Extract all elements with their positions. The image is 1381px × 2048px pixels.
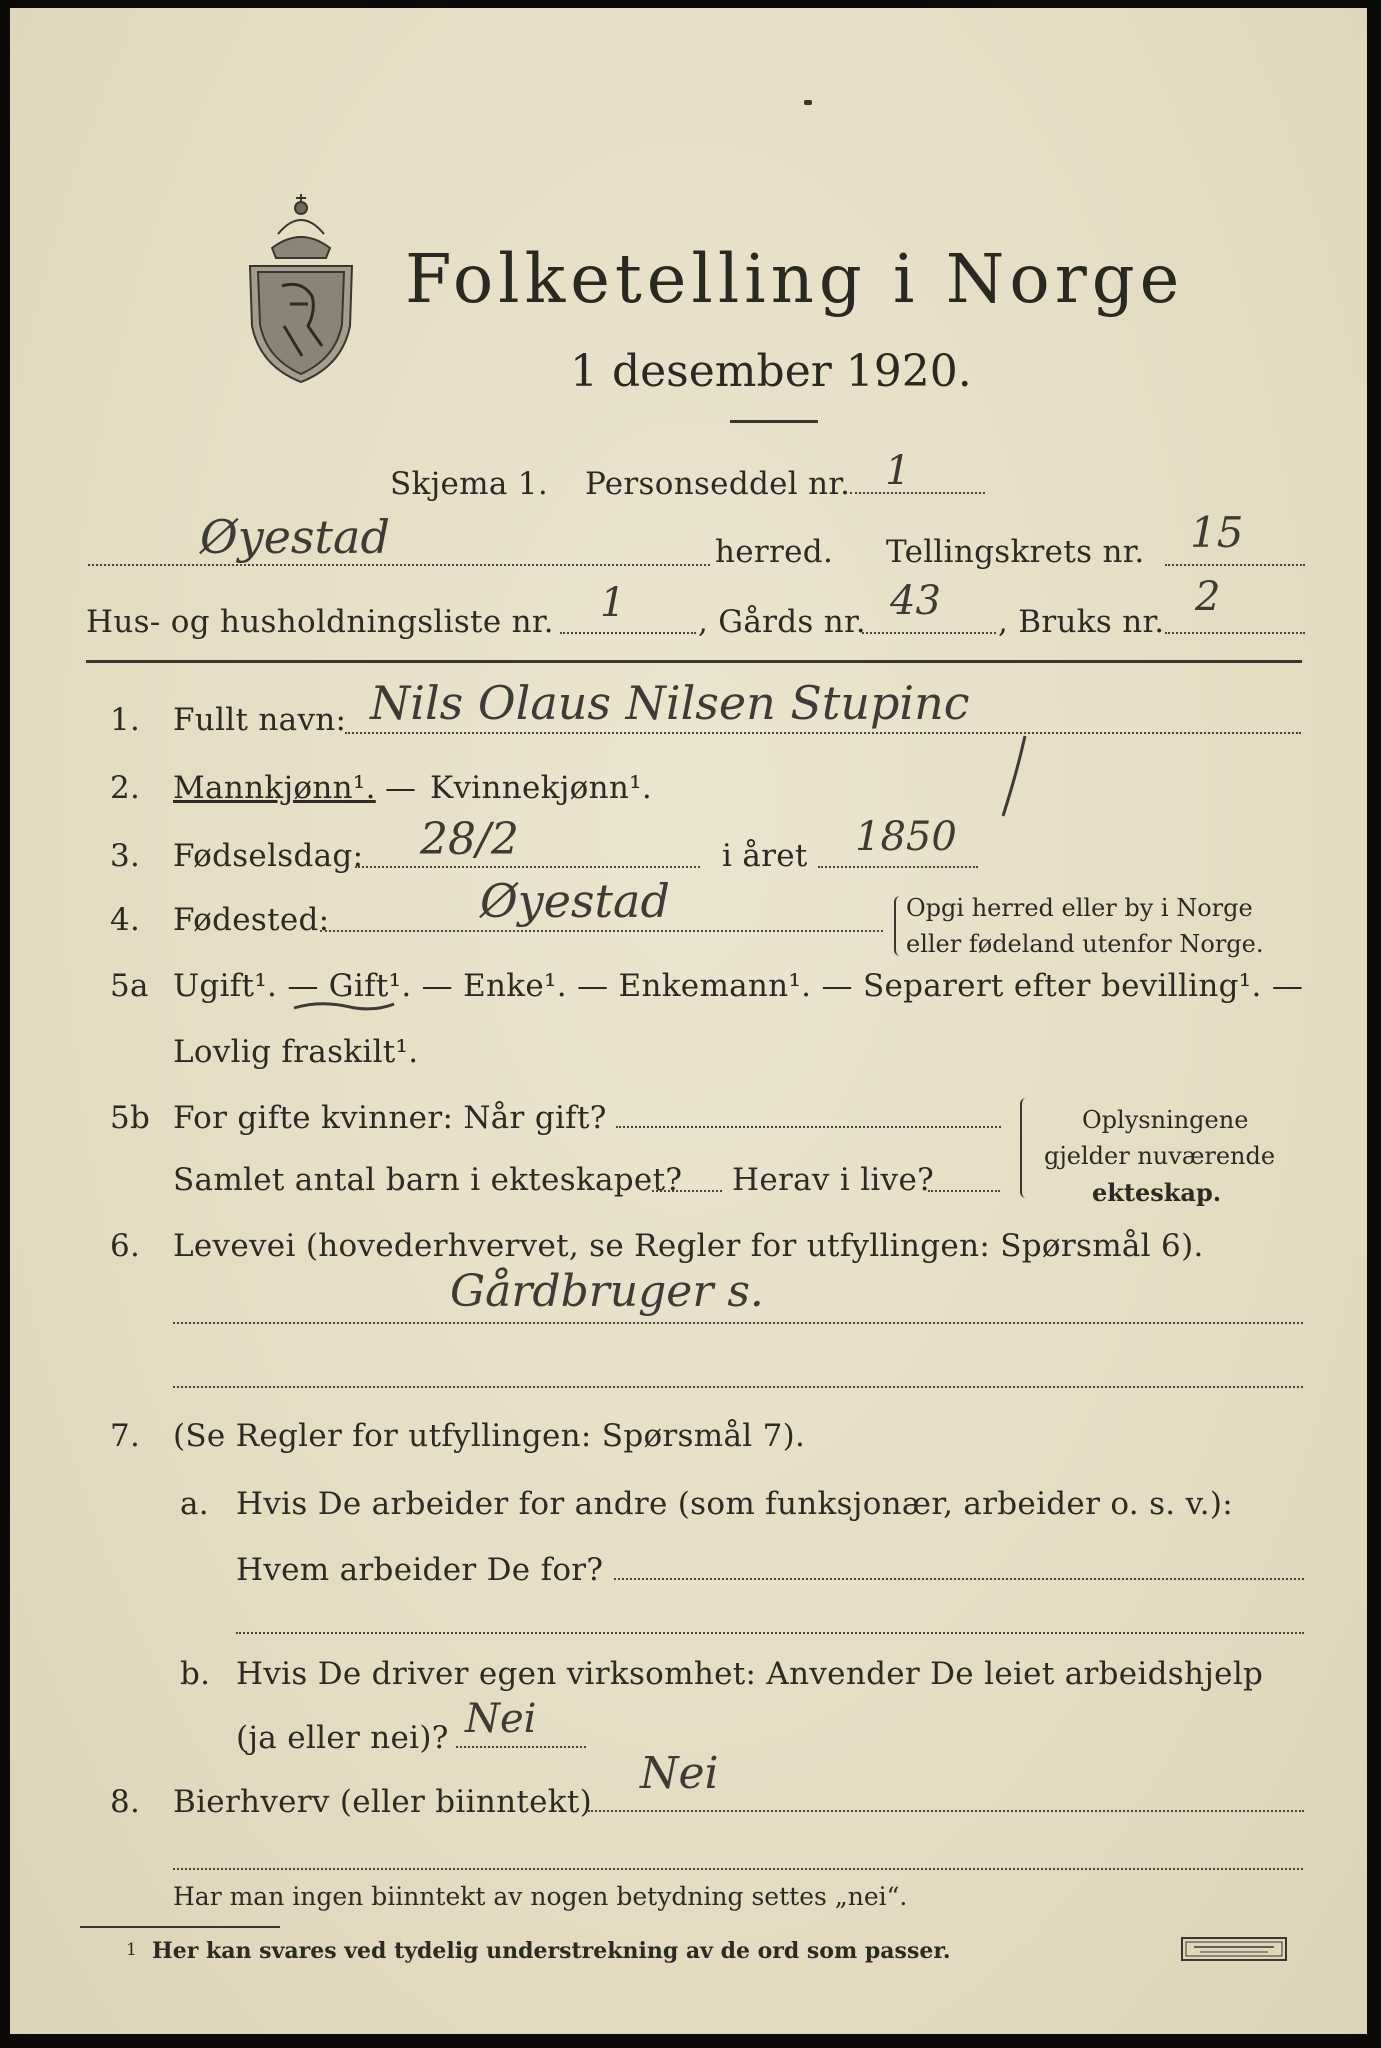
gards-line — [862, 632, 996, 634]
q1-full-name[interactable]: Nils Olaus Nilsen Stupinc — [370, 676, 970, 730]
footnote-text: Her kan svares ved tydelig understrekning av de ord som passer. — [152, 1938, 951, 1964]
form-title: Folketelling i Norge — [405, 240, 1185, 318]
bruks-label: , Bruks nr. — [998, 604, 1165, 640]
q3-year-label: i året — [722, 838, 808, 874]
herred-label: herred. — [715, 534, 834, 570]
q4-birthplace[interactable]: Øyestad — [480, 874, 670, 928]
q3-birth-year[interactable]: 1850 — [855, 814, 957, 860]
q4-note-brace — [894, 896, 902, 956]
q1-number: 1. — [110, 702, 141, 738]
q8-answer[interactable]: Nei — [640, 1748, 719, 1799]
q4-line — [320, 930, 883, 932]
q7b-line1: Hvis De driver egen virksomhet: Anvender De leiet arbeidshjelp — [236, 1656, 1264, 1692]
personseddel-label: Personseddel nr. — [585, 466, 851, 502]
q3-number: 3. — [110, 838, 141, 874]
q7a-line1: Hvis De arbeider for andre (som funksjonær, arbeider o. s. v.): — [236, 1486, 1234, 1522]
header-separator — [86, 660, 1302, 663]
q6-label: Levevei (hovederhvervet, se Regler for utfyllingen: Spørsmål 6). — [173, 1228, 1204, 1264]
q3-year-line — [818, 866, 978, 868]
gards-value[interactable]: 43 — [890, 578, 941, 624]
tellingskrets-value[interactable]: 15 — [1190, 508, 1244, 557]
gards-label: , Gårds nr. — [698, 604, 866, 640]
q2-number: 2. — [110, 770, 141, 806]
q4-note-line1: Opgi herred eller by i Norge — [906, 894, 1253, 922]
personseddel-line — [850, 492, 985, 494]
q4-label: Fødested: — [173, 902, 330, 938]
q1-label: Fullt navn: — [173, 702, 347, 738]
q7a-line-extra — [236, 1632, 1304, 1634]
gift-underline-mark — [290, 998, 400, 1018]
bruks-value[interactable]: 2 — [1195, 574, 1221, 620]
q7-label: (Se Regler for utfyllingen: Spørsmål 7). — [173, 1418, 806, 1454]
q7a-line2: Hvem arbeider De for? — [236, 1552, 604, 1588]
q1-line — [345, 732, 1301, 734]
personseddel-value[interactable]: 1 — [885, 448, 911, 494]
q7b-number: b. — [180, 1656, 211, 1692]
q5b-number: 5b — [110, 1100, 151, 1136]
hus-label: Hus- og husholdningsliste nr. — [86, 604, 554, 640]
q3-label: Fødselsdag: — [173, 838, 364, 874]
footnote-rule — [80, 1926, 280, 1928]
q5a-options-line2[interactable]: Lovlig fraskilt¹. — [173, 1034, 419, 1070]
q7a-number: a. — [180, 1486, 209, 1522]
q5b-children-label: Samlet antal barn i ekteskapet? — [173, 1162, 683, 1198]
q6-line2 — [173, 1386, 1303, 1388]
herred-value[interactable]: Øyestad — [200, 510, 390, 564]
q8-label: Bierhverv (eller biinntekt) — [173, 1784, 593, 1820]
q8-line2 — [173, 1868, 1303, 1870]
q7-number: 7. — [110, 1418, 141, 1454]
q2-female-option[interactable]: Kvinnekjønn¹. — [430, 770, 653, 806]
hus-value[interactable]: 1 — [600, 580, 626, 626]
q7b-line — [456, 1746, 586, 1748]
hus-line — [560, 632, 696, 634]
q3-birth-date[interactable]: 28/2 — [420, 814, 519, 865]
ink-speck — [804, 100, 812, 105]
herred-line — [88, 564, 710, 566]
census-form-page — [10, 8, 1367, 2034]
q5b-note-brace — [1020, 1098, 1030, 1198]
q5b-married-line — [616, 1126, 1001, 1128]
q7b-line2: (ja eller nei)? — [236, 1720, 449, 1756]
q6-number: 6. — [110, 1228, 141, 1264]
title-divider — [730, 420, 818, 423]
schema-label: Skjema 1. — [390, 466, 548, 502]
q3-date-line — [355, 866, 700, 868]
tellingskrets-label: Tellingskrets nr. — [886, 534, 1145, 570]
bruks-line — [1165, 632, 1305, 634]
q5b-line1: For gifte kvinner: Når gift? — [173, 1100, 607, 1136]
pen-stroke-mark — [995, 732, 1035, 822]
census-date: 1 desember 1920. — [570, 346, 972, 397]
q5b-note1: Oplysningene — [1082, 1106, 1249, 1134]
q2-male-option[interactable]: Mannkjønn¹. — [173, 770, 376, 806]
q5a-number: 5a — [110, 968, 149, 1004]
q5b-note2: gjelder nuværende — [1044, 1142, 1276, 1170]
q4-note-line2: eller fødeland utenfor Norge. — [906, 930, 1264, 958]
q5b-alive-label: Herav i live? — [732, 1162, 935, 1198]
tellingskrets-line — [1165, 564, 1305, 566]
q8-line — [588, 1810, 1304, 1812]
coat-of-arms-icon — [242, 186, 360, 386]
printer-stamp-icon — [1180, 1936, 1288, 1962]
footnote-mark: 1 — [126, 1940, 137, 1960]
q5b-children-line — [652, 1190, 722, 1192]
nei-note: Har man ingen biinntekt av nogen betydning settes „nei“. — [173, 1882, 908, 1911]
q7b-answer[interactable]: Nei — [465, 1696, 537, 1742]
q5a-options[interactable]: Ugift¹. — Gift¹. — Enke¹. — Enkemann¹. — Separert efter bevilling¹. — — [173, 968, 1304, 1004]
q4-number: 4. — [110, 902, 141, 938]
q8-number: 8. — [110, 1784, 141, 1820]
q5b-note3: ekteskap. — [1092, 1178, 1222, 1207]
q6-line1 — [173, 1322, 1303, 1324]
q2-separator: — — [385, 770, 417, 806]
q7a-line — [614, 1578, 1304, 1580]
q6-occupation[interactable]: Gårdbruger s. — [450, 1266, 764, 1317]
q5b-alive-line — [928, 1190, 1000, 1192]
